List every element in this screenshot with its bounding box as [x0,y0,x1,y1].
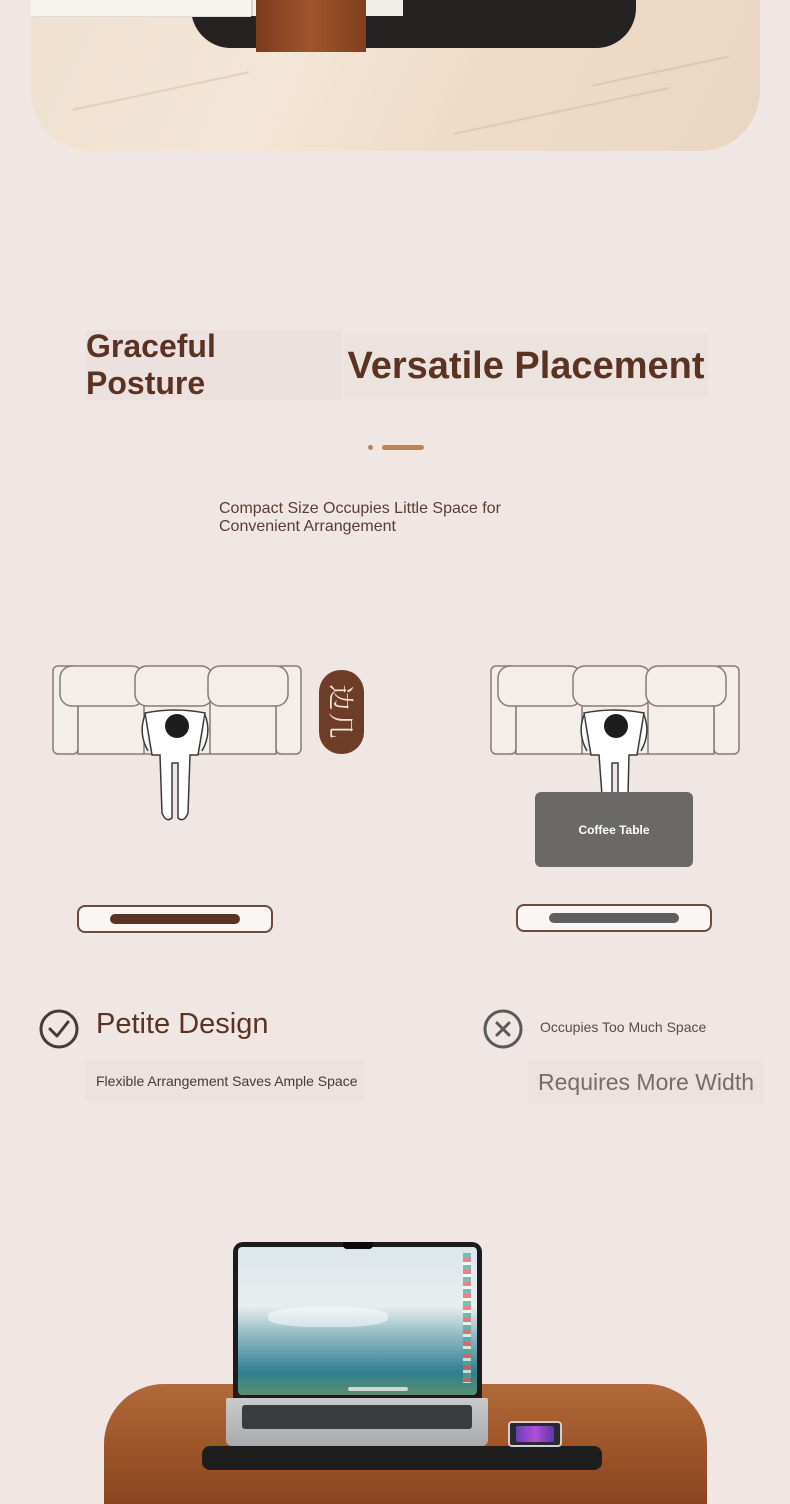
cons-subtitle: Requires More Width [528,1060,764,1104]
laptop-notch [343,1242,373,1249]
laptop-keyboard [242,1405,472,1429]
pros-title: Petite Design [96,1008,269,1040]
width-bar-right-fill [549,913,679,923]
sofa-with-person-left [50,663,305,828]
heading-versatile-placement: Versatile Placement [344,334,708,398]
cons-title: Occupies Too Much Space [540,1019,707,1035]
coffee-table-label: Coffee Table [578,822,650,837]
pros-subtitle: Flexible Arrangement Saves Ample Space [85,1060,365,1102]
product-photo-top [31,0,760,151]
laptop-screen [233,1242,482,1400]
divider-dot [368,445,373,450]
side-table-label: 边几 [324,683,355,741]
side-table-badge [319,670,364,754]
section-subtitle: Compact Size Occupies Little Space for Convenient Arrangement [219,500,501,535]
x-circle-icon [483,1009,523,1049]
wrist-rest [202,1446,602,1470]
coffee-table-block [535,792,693,867]
sofa-with-person-right [488,663,743,798]
divider-dash [382,445,424,450]
width-bar-left [77,905,273,933]
phone [508,1421,562,1447]
width-bar-right [516,904,712,932]
check-circle-icon [39,1009,79,1049]
heading-graceful-posture: Graceful Posture [86,330,342,400]
width-bar-left-fill [110,914,240,924]
